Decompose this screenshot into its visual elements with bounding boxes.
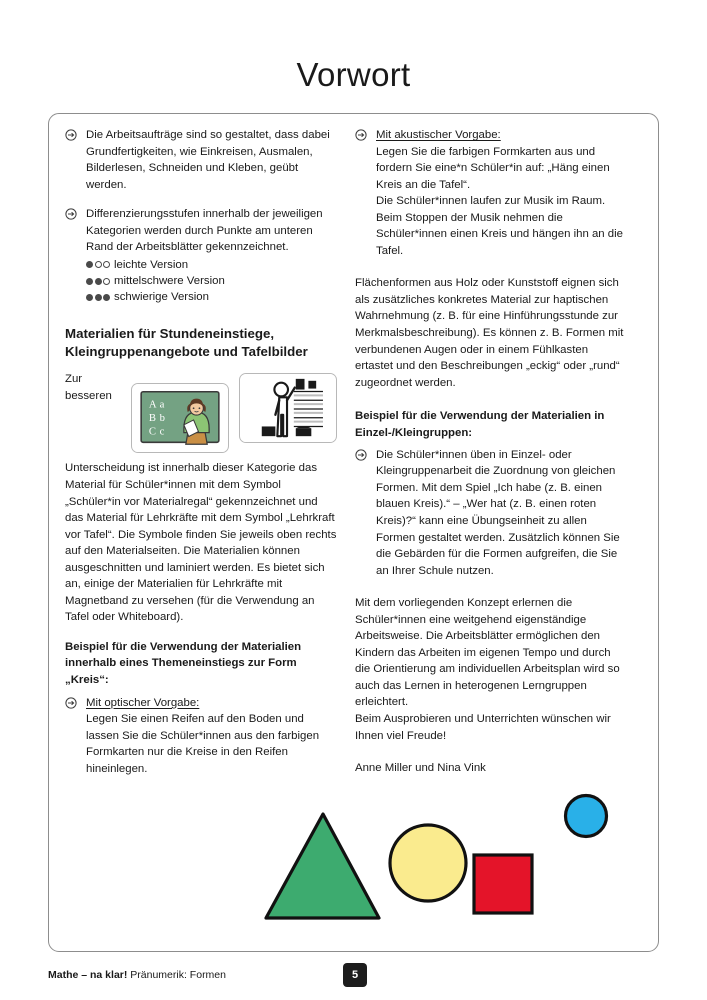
difficulty-dots-hard: [86, 294, 110, 301]
closing-paragraph-2: Beim Ausprobieren und Unterrichten wünschen wir Ihnen viel Freude!: [355, 713, 611, 742]
list-item-text-2: Die Schüler*innen laufen zur Musik im Raum. Beim Stoppen der Musik nehmen die Schüler*innen einen Kreis und hängen ihn an die Tafel.: [376, 195, 623, 257]
page-footer: [48, 965, 659, 991]
circle-arrow-right-icon: [65, 129, 77, 141]
list-item-text: Die Arbeitsaufträge sind so gestaltet, dass dabei Grundfertigkeiten, wie Einkreisen, Ausmalen, Bilderlesen, Schneiden und Kleben, geübt werden.: [86, 129, 330, 191]
right-column: [355, 127, 627, 777]
example-heading-kleingruppen: Beispiel für die Verwendung der Materialien in Einzel-/Kleingruppen:: [355, 410, 605, 439]
difficulty-dots-medium: [86, 278, 110, 285]
difficulty-level-medium: [86, 273, 337, 289]
list-item: [65, 206, 337, 305]
difficulty-label: schwierige Version: [114, 291, 209, 304]
preface-content-box: [48, 113, 659, 952]
list-item-text: Differenzierungsstufen innerhalb der jeweiligen Kategorien werden durch Punkte am unteren Rand der Arbeitsblätter gekennzeichnet.: [86, 208, 323, 254]
paragraph-haptic: Flächenformen aus Holz oder Kunststoff eignen sich als zusätzliches konkretes Material zur haptischen Wahrnehmung (z. B. für eine Hinführungsstunde zur Merkmalsbeschreibung). Es können z. B. Formen mit verbundenen Augen oder in einem Fühlkasten ertastet und den Beschreibungen „eckig“ oder „rund“ zugeordnet werden.: [355, 277, 624, 389]
list-item-text-1: Legen Sie die farbigen Formkarten aus und fordern Sie eine*n Schüler*in auf: „Häng einen Kreis an die Tafel“.: [376, 145, 610, 191]
list-item-group-work: [355, 447, 627, 579]
list-item-optical: [65, 695, 337, 778]
list-item-text: Die Schüler*innen üben in Einzel- oder Kleingruppenarbeit die Zuordnung von gleichen Formen. Mit dem Spiel „Ich habe (z. B. einen blauen Kreis).“ – „Wer hat (z. B. einen roten Kreis)?“ kann eine Übungseinheit zu allen Formen gestaltet werden. Zusätzlich können Sie die Gebärden für die Formen aufgreifen, die Sie an Ihrer Schule nutzen.: [376, 448, 620, 577]
list-item: [65, 127, 337, 193]
difficulty-label: mittelschwere Version: [114, 275, 225, 288]
difficulty-level-hard: [86, 289, 337, 305]
difficulty-label: leichte Version: [114, 258, 189, 271]
svg-text:C: C: [148, 425, 157, 438]
teacher-at-blackboard-icon: [131, 383, 229, 453]
signature: Anne Miller und Nina Vink: [355, 762, 486, 775]
circle-arrow-right-icon: [65, 697, 77, 709]
footer-series-title: Mathe – na klar!: [48, 969, 128, 981]
svg-text:B: B: [148, 412, 157, 425]
student-at-material-shelf-icon: [239, 373, 337, 443]
list-item-title: Mit akustischer Vorgabe:: [376, 129, 501, 141]
circle-arrow-right-icon: [355, 449, 367, 461]
page-title: Vorwort: [296, 56, 411, 93]
list-item-acoustic: [355, 127, 627, 259]
circle-arrow-right-icon: [355, 129, 367, 141]
materials-description-text: Zur besseren Unterscheidung ist innerhalb dieser Kategorie das Material für Schüler*innen mit dem Symbol „Schüler*in vor Materialregal“ gekennzeichnet und das Material für Lehrkräfte mit dem Symbol „Lehrkraft vor Tafel“. Die Symbole finden Sie jeweils oben rechts auf den Materialseiten. Die Materialien können ausgeschnitten und laminiert werden. Es bietet sich an, einige der Materialien für Lehrkräfte mit Magnetband zu versehen (für die Verwendung an Tafel oder Whiteboard).: [65, 373, 337, 624]
circle-arrow-right-icon: [65, 208, 77, 220]
svg-text:b: b: [159, 412, 165, 425]
svg-text:A: A: [148, 398, 157, 411]
example-heading-kreis: Beispiel für die Verwendung der Materialien innerhalb eines Themeneinstiegs zur Form „Kreis“:: [65, 640, 302, 686]
list-item-text: Legen Sie einen Reifen auf den Boden und lassen Sie die Schüler*innen aus den farbigen Formkarten nur die Kreise in den Reifen hineinlegen.: [86, 713, 320, 775]
page-number-badge: 5: [343, 963, 367, 987]
difficulty-dots-easy: [86, 261, 110, 268]
closing-paragraph-1: Mit dem vorliegenden Konzept erlernen die Schüler*innen eine weitgehend eigenständige Arbeitsweise. Die Arbeitsblätter ermöglichen den Kindern das Arbeiten im eigenen Tempo und durch die Orientierung am individuellen Arbeitsplan wird so auch das Lernen in heterogenen Lerngruppen erleichtert.: [355, 597, 620, 709]
materials-description-block: [65, 371, 337, 625]
list-item-title: Mit optischer Vorgabe:: [86, 696, 200, 709]
difficulty-level-easy: [86, 257, 337, 273]
svg-text:a: a: [159, 398, 165, 411]
svg-text:c: c: [159, 425, 165, 438]
footer-subtitle: Pränumerik: Formen: [127, 969, 226, 981]
section-heading-materialien: Materialien für Stundeneinstiege, Kleingruppenangebote und Tafelbilder: [65, 326, 308, 359]
footer-title-line: [48, 969, 226, 981]
difficulty-legend: [86, 257, 337, 306]
left-column: [65, 127, 337, 778]
